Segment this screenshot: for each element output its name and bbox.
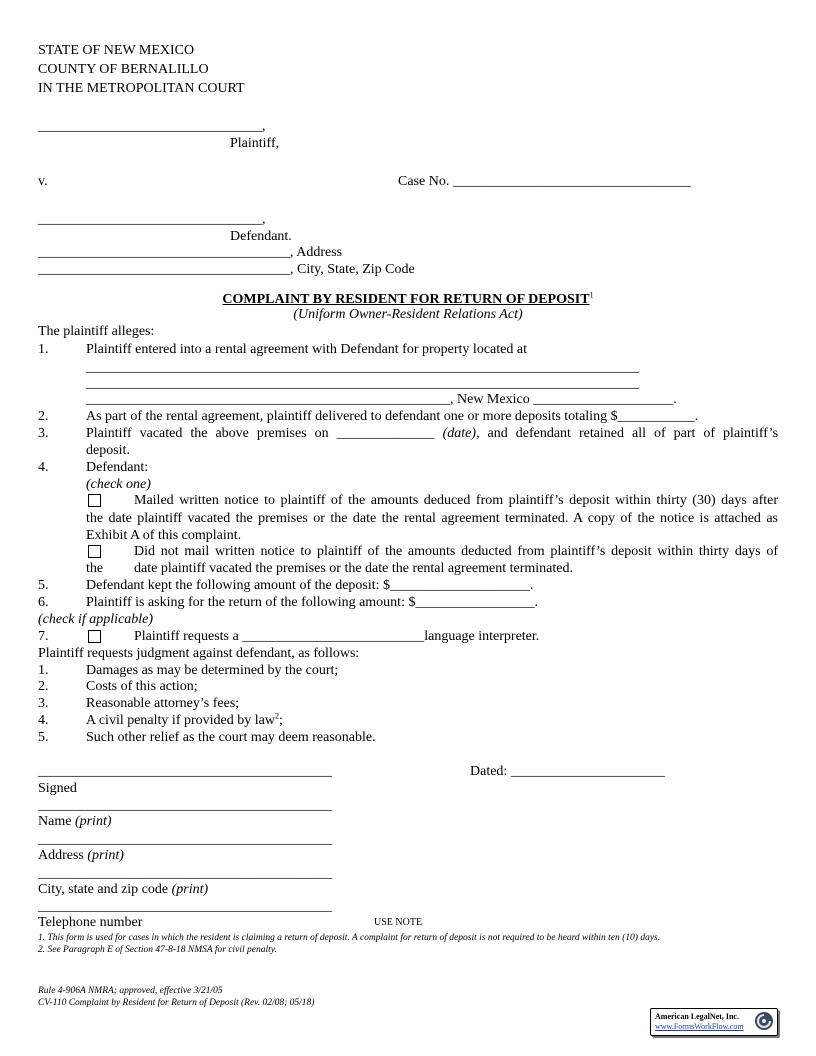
- item7-number: 7.: [38, 629, 49, 644]
- judgment-item5-text: Such other relief as the court may deem reasonable.: [86, 730, 376, 745]
- property-line-2[interactable]: _______________________________________________________________________________: [86, 376, 639, 391]
- item3-number: 3.: [38, 426, 49, 441]
- no-notice-checkbox[interactable]: [88, 545, 101, 558]
- legalnet-logo-icon: [754, 1011, 774, 1031]
- defendant-address-line[interactable]: ____________________________________, Address: [38, 245, 343, 260]
- item3-text-a: Plaintiff vacated the above premises on ______________: [86, 426, 435, 441]
- court-heading: IN THE METROPOLITAN COURT: [38, 81, 245, 96]
- defendant-city-line[interactable]: ____________________________________, City, State, Zip Code: [38, 262, 415, 277]
- judgment-item2-number: 2.: [38, 679, 49, 694]
- judgment-item4-text: [86, 712, 283, 729]
- item6-text[interactable]: Plaintiff is asking for the return of the following amount: $_________________.: [86, 595, 538, 610]
- address-label-text: Address: [38, 848, 84, 863]
- check-one-label: (check one): [86, 477, 151, 492]
- use-note-heading: USE NOTE: [374, 917, 423, 928]
- defendant-label: Defendant.: [230, 229, 292, 244]
- footer-form-id: CV-110 Complaint by Resident for Return of Deposit (Rev. 02/08; 05/18): [38, 998, 315, 1008]
- county-heading: COUNTY OF BERNALILLO: [38, 62, 209, 77]
- item2-text[interactable]: As part of the rental agreement, plaintiff delivered to defendant one or more deposits totaling $___________.: [86, 409, 699, 424]
- city-label-text: City, state and zip code: [38, 882, 169, 897]
- form-subtitle: (Uniform Owner-Resident Relations Act): [293, 307, 523, 322]
- address-line[interactable]: __________________________________________: [38, 832, 332, 847]
- property-line-1[interactable]: _______________________________________________________________________________: [86, 360, 639, 375]
- item2-number: 2.: [38, 409, 49, 424]
- item3-date-label: (date): [442, 426, 477, 441]
- use-note-1: 1. This form is used for cases in which the resident is claiming a return of deposit. A complaint for return of deposit is not required to be heard within ten (10) days.: [38, 933, 661, 943]
- use-note-2: 2. See Paragraph E of Section 47-8-18 NMSA for civil penalty.: [38, 945, 277, 955]
- item5-number: 5.: [38, 578, 49, 593]
- interpreter-checkbox[interactable]: [88, 630, 101, 643]
- legalnet-stamp[interactable]: [650, 1008, 778, 1036]
- title-footnote-mark: 1: [589, 290, 594, 300]
- plaintiff-label: Plaintiff,: [230, 136, 280, 151]
- signature-line[interactable]: __________________________________________: [38, 764, 332, 779]
- item6-number: 6.: [38, 595, 49, 610]
- judgment-item4-body: A civil penalty if provided by law: [86, 713, 275, 728]
- judgment-item3-number: 3.: [38, 696, 49, 711]
- judgment-item3-text: Reasonable attorney’s fees;: [86, 696, 240, 711]
- option1-line-b: the date plaintiff vacated the premises or the date the rental agreement terminated. A copy of the notice is attached as: [86, 511, 778, 526]
- signed-label: Signed: [38, 781, 77, 796]
- footer-rule: Rule 4-906A NMRA; approved, effective 3/21/05: [38, 986, 223, 996]
- name-line[interactable]: __________________________________________: [38, 798, 332, 813]
- telephone-line[interactable]: __________________________________________: [38, 899, 332, 914]
- judgment-intro: Plaintiff requests judgment against defendant, as follows:: [38, 646, 360, 661]
- judgment-item4-number: 4.: [38, 713, 49, 728]
- check-if-applicable-label: (check if applicable): [38, 612, 154, 627]
- item4-label: Defendant:: [86, 460, 149, 475]
- option1-line-c: Exhibit A of this complaint.: [86, 528, 242, 543]
- judgment-item5-number: 5.: [38, 730, 49, 745]
- item4-number: 4.: [38, 460, 49, 475]
- name-print-label: (print): [74, 814, 112, 829]
- item3-text-b: , and defendant retained all of part of plaintiff’s: [476, 426, 779, 441]
- option2-line-b1: the: [86, 561, 104, 576]
- item3-text[interactable]: [86, 425, 778, 442]
- name-label-text: Name: [38, 814, 72, 829]
- judgment-item1-number: 1.: [38, 663, 49, 678]
- stamp-url-link[interactable]: www.FormsWorkFlow.com: [655, 1022, 744, 1031]
- judgment-item1-text: Damages as may be determined by the court;: [86, 663, 339, 678]
- option1-line-a: Mailed written notice to plaintiff of the amounts deduced from plaintiff’s deposit within thirty (30) days after: [134, 493, 778, 508]
- address-label: [38, 847, 124, 864]
- form-title-text: COMPLAINT BY RESIDENT FOR RETURN OF DEPOSIT: [222, 292, 590, 307]
- telephone-label: Telephone number: [38, 915, 143, 930]
- item1-number: 1.: [38, 342, 49, 357]
- versus-label: v.: [38, 174, 48, 189]
- option2-line-a: Did not mail written notice to plaintiff of the amounts deducted from plaintiff’s deposit within thirty days of: [134, 544, 778, 559]
- option2-line-b2: date plaintiff vacated the premises or the date the rental agreement terminated.: [134, 561, 573, 576]
- city-line[interactable]: __________________________________________: [38, 866, 332, 881]
- property-line-3[interactable]: ____________________________________________________, New Mexico ____________________.: [86, 392, 677, 407]
- allegations-intro: The plaintiff alleges:: [38, 324, 155, 339]
- name-label: [38, 813, 112, 830]
- judgment-item2-text: Costs of this action;: [86, 679, 198, 694]
- dated-field[interactable]: Dated: ______________________: [470, 764, 665, 779]
- city-label: [38, 881, 208, 898]
- stamp-company-name: American LegalNet, Inc.: [655, 1012, 739, 1021]
- address-print-label: (print): [87, 848, 124, 863]
- item5-text[interactable]: Defendant kept the following amount of the deposit: $____________________.: [86, 578, 534, 593]
- item7-text[interactable]: Plaintiff requests a __________________________language interpreter.: [134, 629, 540, 644]
- state-heading: STATE OF NEW MEXICO: [38, 43, 195, 58]
- city-print-label: (print): [171, 882, 209, 897]
- case-number-field[interactable]: Case No. __________________________________: [398, 174, 691, 189]
- mailed-notice-checkbox[interactable]: [88, 494, 101, 507]
- defendant-name-line[interactable]: ________________________________,: [38, 212, 266, 227]
- judgment-item4-tail: ;: [278, 713, 283, 728]
- judgment-item4-footnote-mark: 2: [274, 711, 279, 721]
- plaintiff-name-line[interactable]: ________________________________,: [38, 119, 266, 134]
- item1-text: Plaintiff entered into a rental agreement with Defendant for property located at: [86, 342, 527, 357]
- item3-text-c: deposit.: [86, 443, 130, 458]
